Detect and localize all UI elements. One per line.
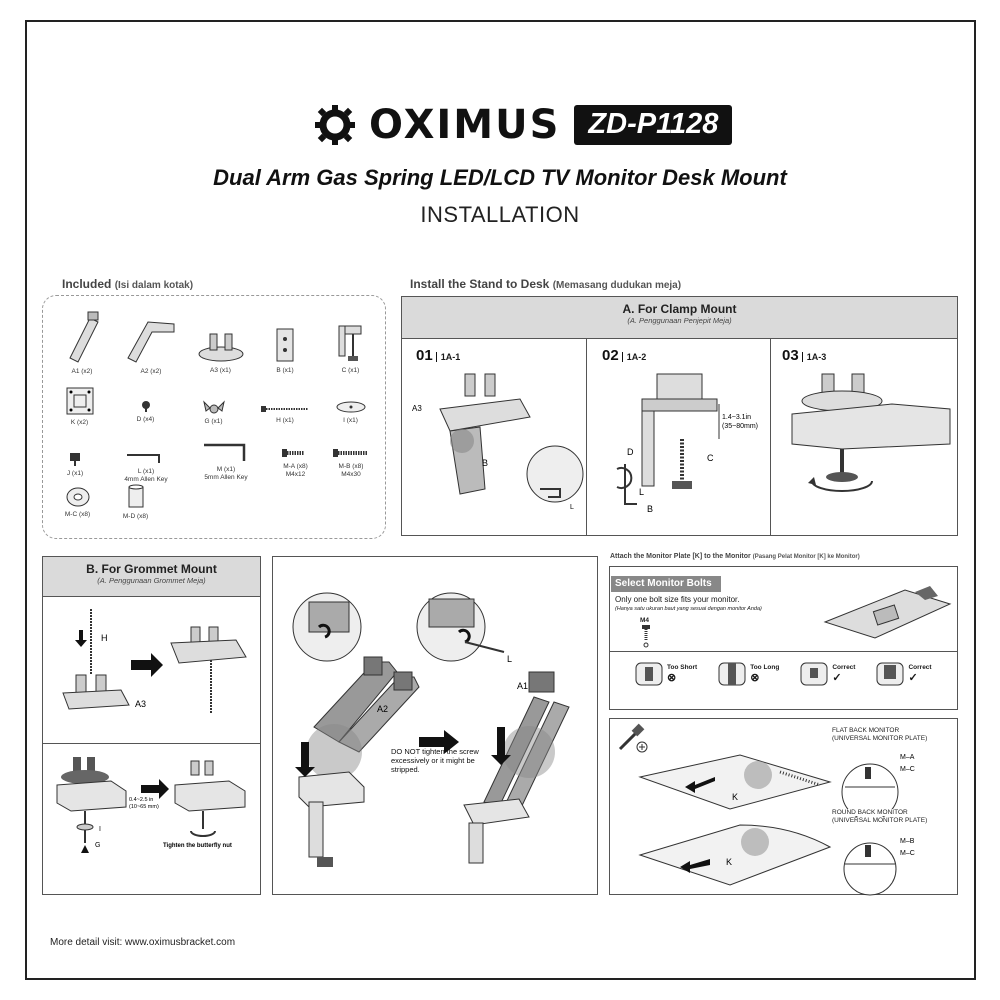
install-heading-text: Install the Stand to Desk — [410, 277, 550, 291]
part-h — [255, 404, 315, 425]
label-b: B — [482, 458, 489, 468]
part-mc — [55, 486, 100, 519]
label-k-flat: K — [732, 792, 739, 802]
check-label — [832, 664, 855, 684]
part-label: H (x1) — [276, 417, 294, 424]
part-d — [123, 399, 168, 424]
brand-logo-icon — [315, 105, 355, 145]
part-label: M-D (x8) — [122, 513, 149, 520]
allen-key-m-icon — [202, 441, 250, 463]
part-label: A2 (x2) — [140, 368, 162, 375]
plate-i-icon — [335, 400, 367, 414]
round-title: ROUND BACK MONITOR — [832, 809, 908, 816]
part-label: M-A (x8) — [283, 463, 308, 470]
grommet-step-2-illustration — [51, 755, 251, 885]
label-g: G — [95, 842, 101, 849]
monitor-back-illustration — [820, 582, 955, 642]
flat-title: FLAT BACK MONITOR — [832, 727, 900, 734]
part-i — [328, 400, 373, 425]
monitor-bolts-panel — [609, 566, 958, 710]
check-label-text: Correct — [908, 664, 932, 671]
part-label: B (x1) — [276, 367, 294, 374]
clamp-step-3-header — [782, 347, 826, 365]
clamp-mount-panel — [401, 296, 958, 536]
monitor-heading-text: Attach the Monitor Plate [K] to the Monitor — [610, 553, 751, 560]
checkmark-icon: ✓ — [832, 672, 842, 684]
part-label: A1 (x2) — [71, 368, 93, 375]
part-c — [328, 322, 373, 375]
part-a2 — [121, 310, 181, 376]
washer-mc-icon — [65, 486, 91, 508]
included-heading — [62, 277, 193, 291]
step-number: 02 — [602, 347, 619, 364]
bolt-fit-icon — [875, 659, 905, 689]
step-number: 01 — [416, 347, 433, 364]
part-label: L (x1) — [137, 468, 155, 475]
monitor-heading-sub: (Pasang Pelat Monitor [K] ke Monitor) — [752, 554, 860, 560]
label-l-arms: L — [507, 654, 513, 664]
bolts-title: Select Monitor Bolts — [611, 576, 721, 592]
brand-header — [315, 102, 732, 148]
part-label: M-C (x8) — [64, 511, 91, 518]
cross-icon: ⊗ — [750, 672, 760, 684]
bolt-mb-icon — [332, 446, 370, 460]
clamp-step-2-header — [602, 347, 646, 365]
clamp-step-2-illustration — [597, 369, 767, 529]
part-sublabel: 5mm Allen Key — [204, 473, 248, 481]
bolt-fit-icon — [799, 659, 829, 689]
label-k-round: K — [726, 857, 733, 867]
check-too-long — [717, 659, 779, 689]
grommet-note: Tighten the butterfly nut — [163, 843, 232, 849]
label-mb: M–B — [900, 838, 915, 845]
check-label — [908, 664, 931, 684]
label-a1: A1 — [517, 681, 529, 691]
step-code: 1A-3 — [802, 352, 827, 362]
arm-a2-icon — [124, 310, 179, 365]
checkmark-icon: ✓ — [908, 672, 918, 684]
bolt-fit-icon — [634, 659, 664, 689]
grommet-divider — [43, 743, 260, 744]
bolts-divider — [610, 651, 957, 652]
long-bolt-h-icon — [261, 404, 309, 414]
part-label: G (x1) — [204, 418, 223, 425]
part-label: J (x1) — [66, 470, 84, 477]
part-sublabel: 4mm Allen Key — [124, 475, 168, 483]
grommet-panel-header — [43, 557, 260, 597]
plate-k-icon — [65, 386, 95, 416]
part-label: A3 (x1) — [210, 367, 231, 374]
label-c: C — [707, 453, 714, 463]
flat-sub: (UNIVERSAL MONITOR PLATE) — [832, 735, 928, 742]
step-divider — [586, 339, 587, 535]
label-range: 1.4~3.1in — [722, 414, 751, 421]
arm-warning: DO NOT tighten the screw excessively or it might be stripped. — [391, 747, 479, 774]
label-h: H — [101, 633, 108, 643]
label-a3: A3 — [412, 404, 422, 413]
clamp-step-3-illustration — [782, 369, 952, 529]
part-md — [113, 484, 158, 521]
arm-assembly-illustration — [279, 577, 594, 887]
clamp-c-icon — [335, 322, 367, 364]
page-subtitle: INSTALLATION — [420, 202, 580, 227]
part-sublabel: M4x12 — [285, 470, 306, 478]
part-label: C (x1) — [341, 367, 360, 374]
label-b2: B — [647, 504, 654, 514]
part-k — [57, 386, 102, 427]
spacer-md-icon — [125, 484, 147, 510]
check-label — [750, 664, 779, 684]
included-parts-box — [42, 295, 386, 539]
part-label: D (x4) — [136, 416, 155, 423]
label-mc-round: M–C — [900, 850, 915, 857]
grommet-step-1-illustration — [51, 605, 251, 715]
page-title: Dual Arm Gas Spring LED/LCD TV Monitor Desk Mount — [213, 165, 787, 190]
plate-b-icon — [274, 326, 296, 364]
part-label: M (x1) — [216, 466, 236, 473]
label-a2: A2 — [377, 704, 389, 714]
clamp-panel-header — [402, 297, 957, 339]
label-i: I — [99, 826, 101, 833]
part-label: M-B (x8) — [338, 463, 364, 470]
step-number: 03 — [782, 347, 799, 364]
grommet-subtitle: (A. Penggunaan Grommet Meja) — [97, 576, 206, 585]
model-badge: ZD-P1128 — [574, 105, 732, 145]
label-mc: M–C — [900, 766, 915, 773]
check-label-text: Too Short — [667, 664, 698, 671]
allen-key-l-icon — [125, 451, 167, 465]
base-a3-icon — [196, 326, 246, 364]
bolt-ma-icon — [280, 446, 312, 460]
check-label-text: Too Long — [750, 664, 780, 671]
clamp-title: A. For Clamp Mount — [622, 302, 737, 316]
bolt-size: M4 — [640, 617, 650, 624]
label-l2: L — [639, 487, 645, 497]
step-code: 1A-2 — [622, 352, 647, 362]
part-mb — [326, 446, 376, 479]
bolt-fit-icon — [717, 659, 747, 689]
part-b — [265, 326, 305, 375]
check-correct-1 — [799, 659, 855, 689]
included-heading-sub: (Isi dalam kotak) — [114, 280, 194, 291]
check-label-text: Correct — [832, 664, 856, 671]
check-correct-2 — [875, 659, 931, 689]
included-heading-text: Included — [62, 277, 112, 291]
grommet-mount-panel — [42, 556, 261, 895]
cross-icon: ⊗ — [667, 672, 677, 684]
label-a3-grommet: A3 — [135, 699, 147, 709]
check-label — [667, 664, 697, 684]
brand-name: OXIMUS — [369, 102, 561, 148]
step-divider — [770, 339, 771, 535]
part-g — [191, 399, 236, 426]
footer-link[interactable]: More detail visit: www.oximusbracket.com — [50, 937, 236, 948]
label-l: L — [570, 504, 574, 511]
label-grommet-range-mm: (10~65 mm) — [129, 804, 159, 810]
part-label: K (x2) — [70, 419, 89, 426]
wing-nut-g-icon — [203, 399, 225, 415]
bolts-sub: (Hanya satu ukuran baut yang sesuai dengan monitor Anda) — [615, 606, 762, 612]
part-sublabel: M4x30 — [341, 470, 361, 478]
label-range-mm: (35~80mm) — [722, 423, 758, 430]
part-ma — [273, 446, 318, 479]
grommet-title: B. For Grommet Mount — [86, 562, 217, 576]
install-heading-sub: (Memasang dudukan meja) — [552, 280, 682, 291]
label-d: D — [627, 447, 634, 457]
arm-assembly-panel — [272, 556, 598, 895]
part-a1 — [57, 310, 107, 376]
clamp-step-1-header — [416, 347, 460, 365]
install-heading — [410, 277, 681, 291]
screw-d-icon — [139, 399, 153, 413]
monitor-plate-panel — [609, 718, 958, 895]
bolt-icon — [641, 625, 651, 647]
step-code: 1A-1 — [436, 352, 461, 362]
bolts-text: Only one bolt size fits your monitor. — [615, 595, 740, 604]
knob-j-icon — [67, 451, 83, 467]
clamp-step-1-illustration — [410, 369, 580, 529]
part-label: I (x1) — [343, 417, 358, 424]
label-grommet-range: 0.4~2.5 in — [129, 797, 154, 803]
part-m — [191, 441, 261, 482]
arm-a1-icon — [62, 310, 102, 365]
round-sub: (UNIVERSAL MONITOR PLATE) — [832, 817, 928, 824]
check-too-short — [634, 659, 697, 689]
monitor-heading — [610, 553, 860, 560]
part-j — [55, 451, 95, 478]
part-a3 — [193, 326, 248, 375]
bolt-checks — [634, 659, 954, 689]
clamp-subtitle: (A. Penggunaan Penjepit Meja) — [627, 316, 732, 325]
label-ma: M–A — [900, 754, 915, 761]
part-l — [111, 451, 181, 484]
